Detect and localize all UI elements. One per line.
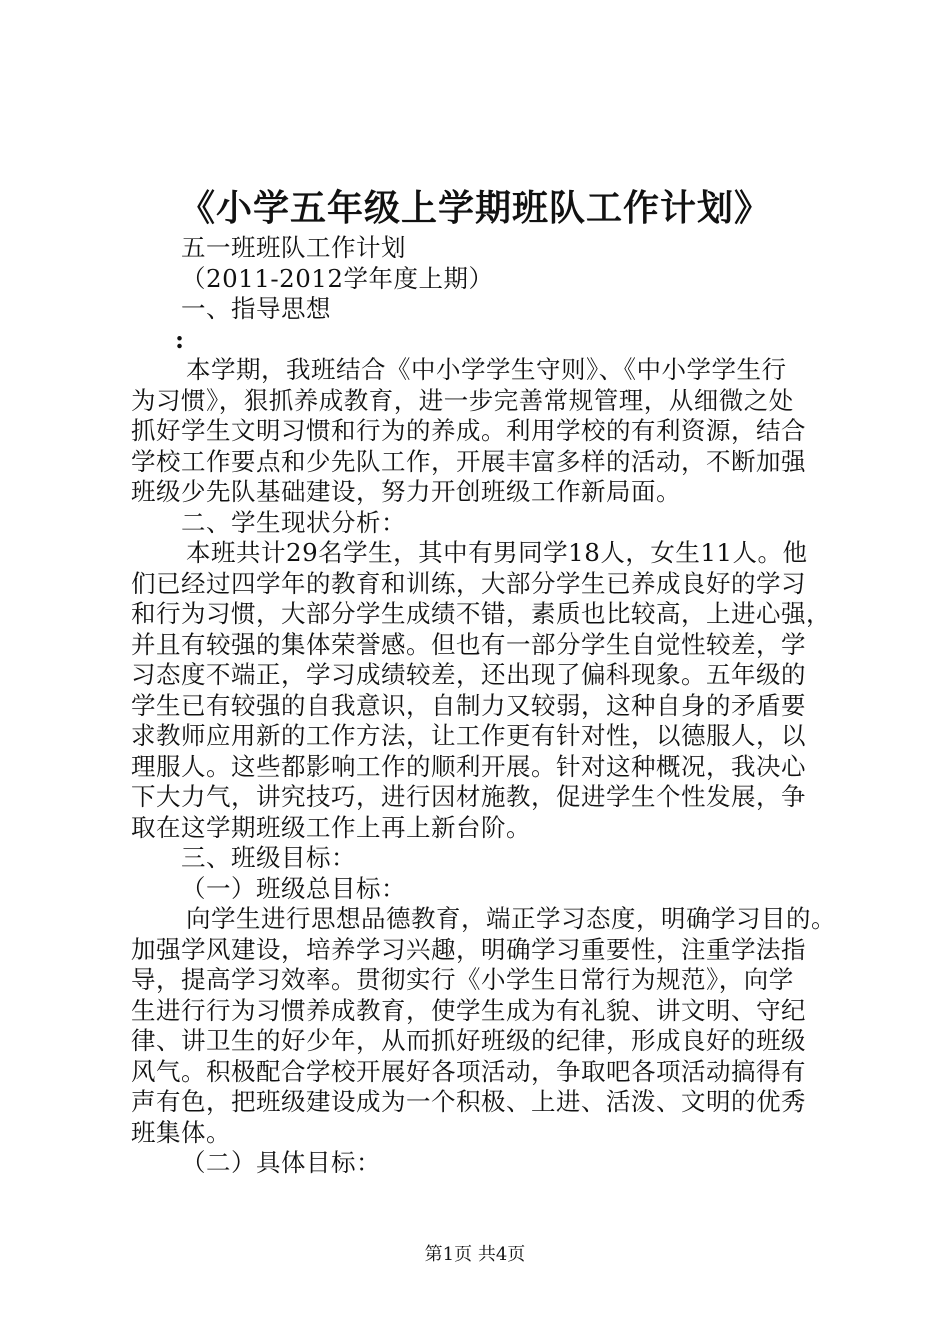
text-line: 本班共计29名学生，其中有男同学18人，女生11人。他 (186, 538, 808, 567)
text-line: 五一班班队工作计划 (181, 233, 406, 262)
page-title: 《小学五年级上学期班队工作计划》 (178, 187, 771, 229)
text-line: 三、班级目标： (181, 843, 356, 872)
text-line: 二、学生现状分析： (181, 507, 406, 537)
text-line: 为习惯》，狠抓养成教育，进一步完善常规管理，从细微之处 (131, 385, 794, 415)
document-body (131, 233, 836, 1179)
text-line: 班级少先队基础建设，努力开创班级工作新局面。 (131, 477, 681, 506)
text-line: 风气。积极配合学校开展好各项活动，争取吧各项活动搞得有 (131, 1056, 806, 1086)
text-line: 理服人。这些都影响工作的顺利开展。针对这种概况，我决心 (131, 751, 806, 781)
text-line: : (175, 324, 185, 354)
text-line: 向学生进行思想品德教育，端正学习态度，明确学习目的。 (186, 904, 836, 933)
text-line: 学校工作要点和少先队工作，开展丰富多样的活动，不断加强 (131, 446, 806, 476)
text-line: 抓好学生文明习惯和行为的养成。利用学校的有利资源，结合 (131, 416, 806, 445)
text-line: 和行为习惯，大部分学生成绩不错，素质也比较高，上进心强， (131, 599, 831, 628)
text-line: 导，提高学习效率。贯彻实行《小学生日常行为规范》，向学 (131, 965, 794, 994)
text-line: 生进行行为习惯养成教育，使学生成为有礼貌、讲文明、守纪 (131, 995, 806, 1025)
text-line: 习态度不端正，学习成绩较差，还出现了偏科现象。五年级的 (131, 660, 806, 689)
text-line: 本学期，我班结合《中小学学生守则》、《中小学学生行 (186, 355, 787, 384)
text-line: 加强学风建设，培养学习兴趣，明确学习重要性，注重学法指 (131, 934, 806, 964)
page-footer: 第1页 共4页 (424, 1244, 526, 1265)
text-line: 并且有较强的集体荣誉感。但也有一部分学生自觉性较差，学 (131, 629, 806, 659)
text-line: （二）具体目标： (181, 1148, 381, 1177)
text-line: （一）班级总目标： (181, 873, 406, 903)
text-line: 求教师应用新的工作方法，让工作更有针对性，以德服人，以 (131, 721, 806, 750)
text-line: 声有色，把班级建设成为一个积极、上进、活泼、文明的优秀 (131, 1087, 806, 1116)
text-line: 们已经过四学年的教育和训练，大部分学生已养成良好的学习 (131, 568, 806, 598)
text-line: 学生已有较强的自我意识，自制力又较弱，这种自身的矛盾要 (131, 690, 806, 720)
text-line: 取在这学期班级工作上再上新台阶。 (131, 812, 531, 842)
text-line: 律、讲卫生的好少年，从而抓好班级的纪律，形成良好的班级 (131, 1026, 806, 1055)
text-line: 下大力气，讲究技巧，进行因材施教，促进学生个性发展，争 (131, 782, 806, 811)
text-line: 一、指导思想 (181, 294, 331, 323)
text-line: （2011-2012学年度上期） (181, 263, 494, 293)
text-line: 班集体。 (131, 1117, 231, 1147)
